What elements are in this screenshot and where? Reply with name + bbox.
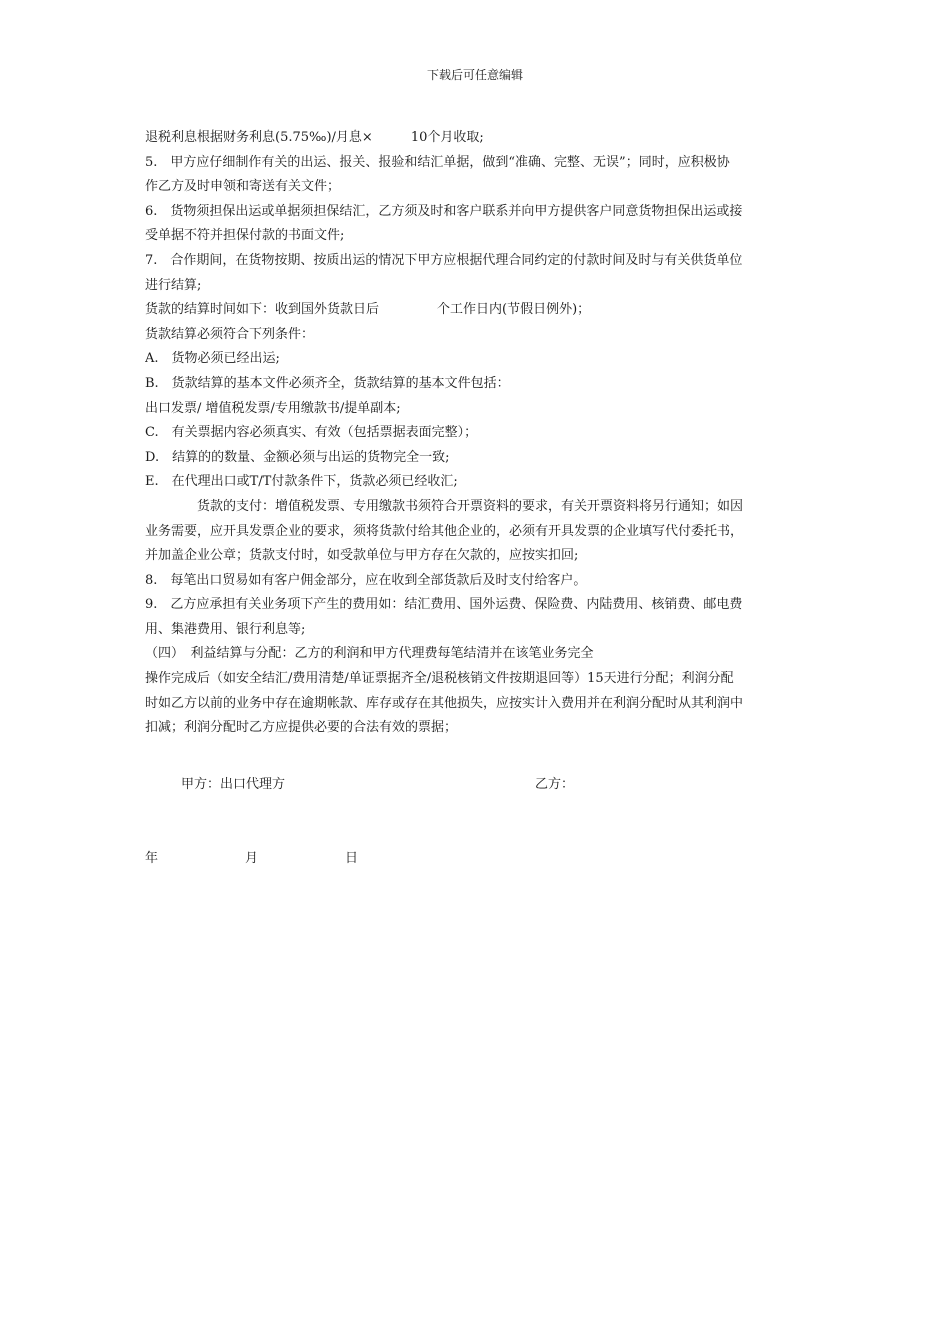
- body-line: 7. 合作期间，在货物按期、按质出运的情况下甲方应根据代理合同约定的付款时间及时与有关供货单位: [145, 252, 743, 268]
- body-line: 货款结算必须符合下列条件：: [145, 326, 315, 342]
- body-line: E. 在代理出口或T/T付款条件下，货款必须已经收汇;: [145, 474, 458, 490]
- body-line: 9. 乙方应承担有关业务项下产生的费用如：结汇费用、国外运费、保险费、内陆费用、核销费、邮电费: [145, 597, 743, 613]
- interest-term: 10个月收取;: [410, 130, 484, 145]
- page-header: 下载后可任意编辑: [426, 68, 523, 82]
- body-line: 进行结算;: [145, 277, 202, 293]
- signature-row: [145, 773, 810, 797]
- month-label: 月: [245, 851, 259, 866]
- body-line: 作乙方及时申领和寄送有关文件；: [145, 179, 341, 195]
- body-line: 操作完成后（如安全结汇/费用清楚/单证票据齐全/退税核销文件按期退回等）15天进行分配；利润分配: [145, 671, 734, 687]
- body-line: 时如乙方以前的业务中存在逾期帐款、库存或存在其他损失，应按实计入费用并在利润分配时从其利润中: [145, 695, 744, 711]
- body-line: 出口发票/ 增值税发票/专用缴款书/提单副本;: [145, 400, 401, 416]
- body-line: 货款的结算时间如下：收到国外货款日后 个工作日内(节假日例外)；: [145, 302, 591, 318]
- year-label: 年: [145, 851, 159, 866]
- body-line: 受单据不符并担保付款的书面文件;: [145, 228, 345, 244]
- body-line: （四） 利益结算与分配：乙方的利润和甲方代理费每笔结清并在该笔业务完全: [145, 646, 594, 662]
- body-line: 6. 货物须担保出运或单据须担保结汇，乙方须及时和客户联系并向甲方提供客户同意货物担保出运或接: [145, 203, 743, 219]
- body-line: B. 货款结算的基本文件必须齐全，货款结算的基本文件包括：: [145, 375, 510, 391]
- body-line: 用、集港费用、银行利息等;: [145, 621, 306, 637]
- settlement-days: 个工作日内(节假日例外)；: [437, 302, 591, 318]
- date-row: [145, 847, 810, 871]
- body-line: A. 货物必须已经出运;: [145, 351, 280, 367]
- body-line: 业务需要，应开具发票企业的要求，须将货款付给其他企业的，必须有开具发票的企业填写代付委托书，: [145, 523, 744, 539]
- body-line: 5. 甲方应仔细制作有关的出运、报关、报验和结汇单据，做到“准确、完整、无误”；同时，应积极协: [145, 154, 730, 170]
- body-line: 并加盖企业公章；货款支付时，如受款单位与甲方存在欠款的，应按实扣回;: [145, 548, 579, 564]
- party-a-label: 甲方：出口代理方: [181, 777, 286, 792]
- document-body: [145, 126, 810, 741]
- body-line: 8. 每笔出口贸易如有客户佣金部分，应在收到全部货款后及时支付给客户。: [145, 572, 587, 588]
- body-line: 扣减；利润分配时乙方应提供必要的合法有效的票据；: [145, 720, 458, 736]
- body-line: D. 结算的的数量、金额必须与出运的货物完全一致;: [145, 449, 450, 465]
- body-line: C. 有关票据内容必须真实、有效（包括票据表面完整）；: [145, 425, 478, 441]
- body-line: 退税利息根据财务利息(5.75‰)/月息× 10个月收取;: [145, 130, 484, 145]
- body-line: 货款的支付：增值税发票、专用缴款书须符合开票资料的要求，有关开票资料将另行通知；如因: [145, 498, 744, 514]
- party-b-label: 乙方：: [535, 777, 575, 792]
- day-label: 日: [345, 851, 359, 866]
